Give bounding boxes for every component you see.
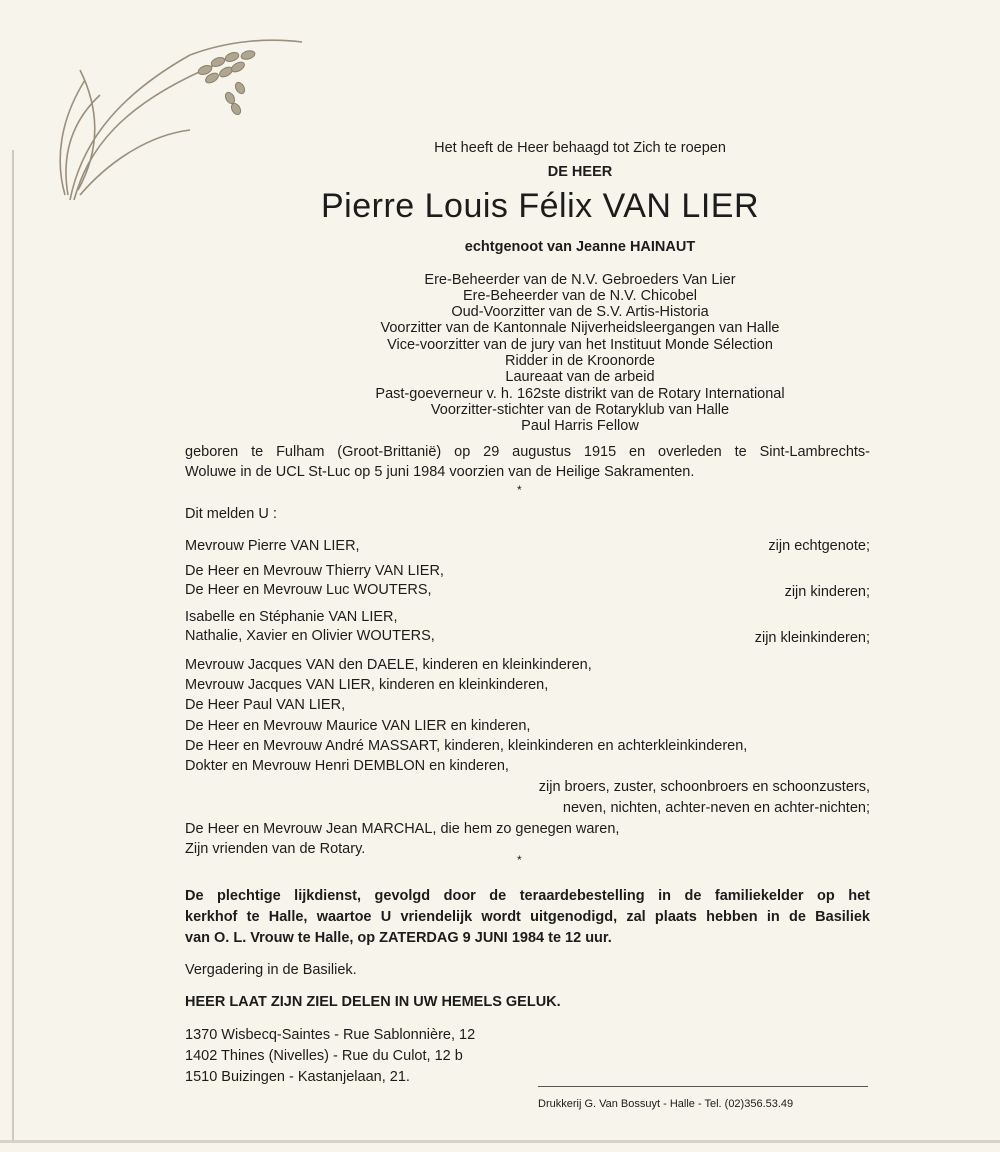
spouse-line: echtgenoot van Jeanne HAINAUT — [464, 239, 696, 255]
sibling-line: Mevrouw Jacques VAN den DAELE, kinderen en kleinkinderen, — [185, 657, 592, 673]
friends-line: De Heer en Mevrouw Jean MARCHAL, die hem zo genegen waren, — [185, 821, 620, 837]
sibling-line: Dokter en Mevrouw Henri DEMBLON en kinderen, — [185, 758, 509, 774]
siblings-role: neven, nichten, achter-neven en achter-nichten; — [562, 800, 870, 816]
title-line: Past-goeverneur v. h. 162ste distrikt van de Rotary International — [375, 386, 785, 402]
title-line: Voorzitter-stichter van de Rotaryklub van Halle — [430, 402, 730, 418]
wheat-emblem-icon — [40, 10, 310, 210]
prayer-line: HEER LAAT ZIJN ZIEL DELEN IN UW HEMELS GELUK. — [185, 994, 561, 1010]
service-line: van O. L. Vrouw te Halle, op ZATERDAG 9 JUNI 1984 te 12 uur. — [185, 930, 612, 946]
printer-credit: Drukkerij G. Van Bossuyt - Halle - Tel. (02)356.53.49 — [538, 1098, 794, 1110]
grandchildren-role: zijn kleinkinderen; — [754, 630, 870, 646]
separator-star: * — [517, 853, 522, 867]
spouse-name: Mevrouw Pierre VAN LIER, — [185, 538, 360, 554]
grandchild-line: Nathalie, Xavier en Olivier WOUTERS, — [185, 628, 435, 644]
sibling-line: Mevrouw Jacques VAN LIER, kinderen en kleinkinderen, — [185, 677, 549, 693]
children-role: zijn kinderen; — [784, 584, 870, 600]
paper-edge-left — [12, 150, 14, 1140]
title-line: Oud-Voorzitter van de S.V. Artis-Historia — [451, 304, 709, 320]
address-line: 1370 Wisbecq-Saintes - Rue Sablonnière, 12 — [185, 1027, 476, 1043]
siblings-role: zijn broers, zuster, schoonbroers en schoonzusters, — [538, 779, 870, 795]
title-line: Ere-Beheerder van de N.V. Gebroeders Van Lier — [424, 272, 736, 288]
sibling-line: De Heer en Mevrouw André MASSART, kinderen, kleinkinderen en achterkleinkinderen, — [185, 738, 748, 754]
title-line: Laureaat van de arbeid — [505, 369, 655, 385]
friends-line: Zijn vrienden van de Rotary. — [185, 841, 366, 857]
service-text — [185, 886, 870, 949]
gathering-line: Vergadering in de Basiliek. — [185, 962, 357, 978]
announce-line: Dit melden U : — [185, 506, 277, 522]
service-line: kerkhof te Halle, waartoe U vriendelijk wordt uitgenodigd, zal plaats hebben in de Basiliek — [185, 909, 870, 925]
title-prefix: DE HEER — [547, 164, 613, 180]
birth-death-line: Woluwe in de UCL St-Luc op 5 juni 1984 voorzien van de Heilige Sakramenten. — [185, 463, 695, 480]
title-line: Vice-voorzitter van de jury van het Instituut Monde Sélection — [387, 337, 773, 353]
separator-star: * — [517, 483, 522, 497]
title-line: Voorzitter van de Kantonnale Nijverheidsleergangen van Halle — [380, 320, 780, 336]
address-line: 1510 Buizingen - Kastanjelaan, 21. — [185, 1069, 410, 1085]
intro-line: Het heeft de Heer behaagd tot Zich te roepen — [434, 140, 726, 156]
title-line: Ridder in de Kroonorde — [505, 353, 655, 369]
birth-death-line: geboren te Fulham (Groot-Brittanië) op 29 augustus 1915 en overleden te Sint-Lambrechts- — [185, 444, 870, 460]
grandchild-line: Isabelle en Stéphanie VAN LIER, — [185, 609, 398, 625]
printer-rule — [538, 1086, 868, 1087]
child-line: De Heer en Mevrouw Luc WOUTERS, — [185, 582, 432, 598]
paper-edge-bottom — [0, 1140, 1000, 1143]
title-line: Ere-Beheerder van de N.V. Chicobel — [462, 288, 698, 304]
sibling-line: De Heer Paul VAN LIER, — [185, 697, 346, 713]
deceased-name: Pierre Louis Félix VAN LIER — [320, 187, 760, 225]
service-line: De plechtige lijkdienst, gevolgd door de teraardebestelling in de familiekelder op het — [185, 888, 870, 904]
sibling-line: De Heer en Mevrouw Maurice VAN LIER en kinderen, — [185, 718, 531, 734]
birth-death-text — [185, 443, 870, 482]
address-line: 1402 Thines (Nivelles) - Rue du Culot, 12 b — [185, 1048, 463, 1064]
spouse-role: zijn echtgenote; — [768, 538, 870, 554]
title-line: Paul Harris Fellow — [521, 418, 639, 434]
child-line: De Heer en Mevrouw Thierry VAN LIER, — [185, 563, 444, 579]
